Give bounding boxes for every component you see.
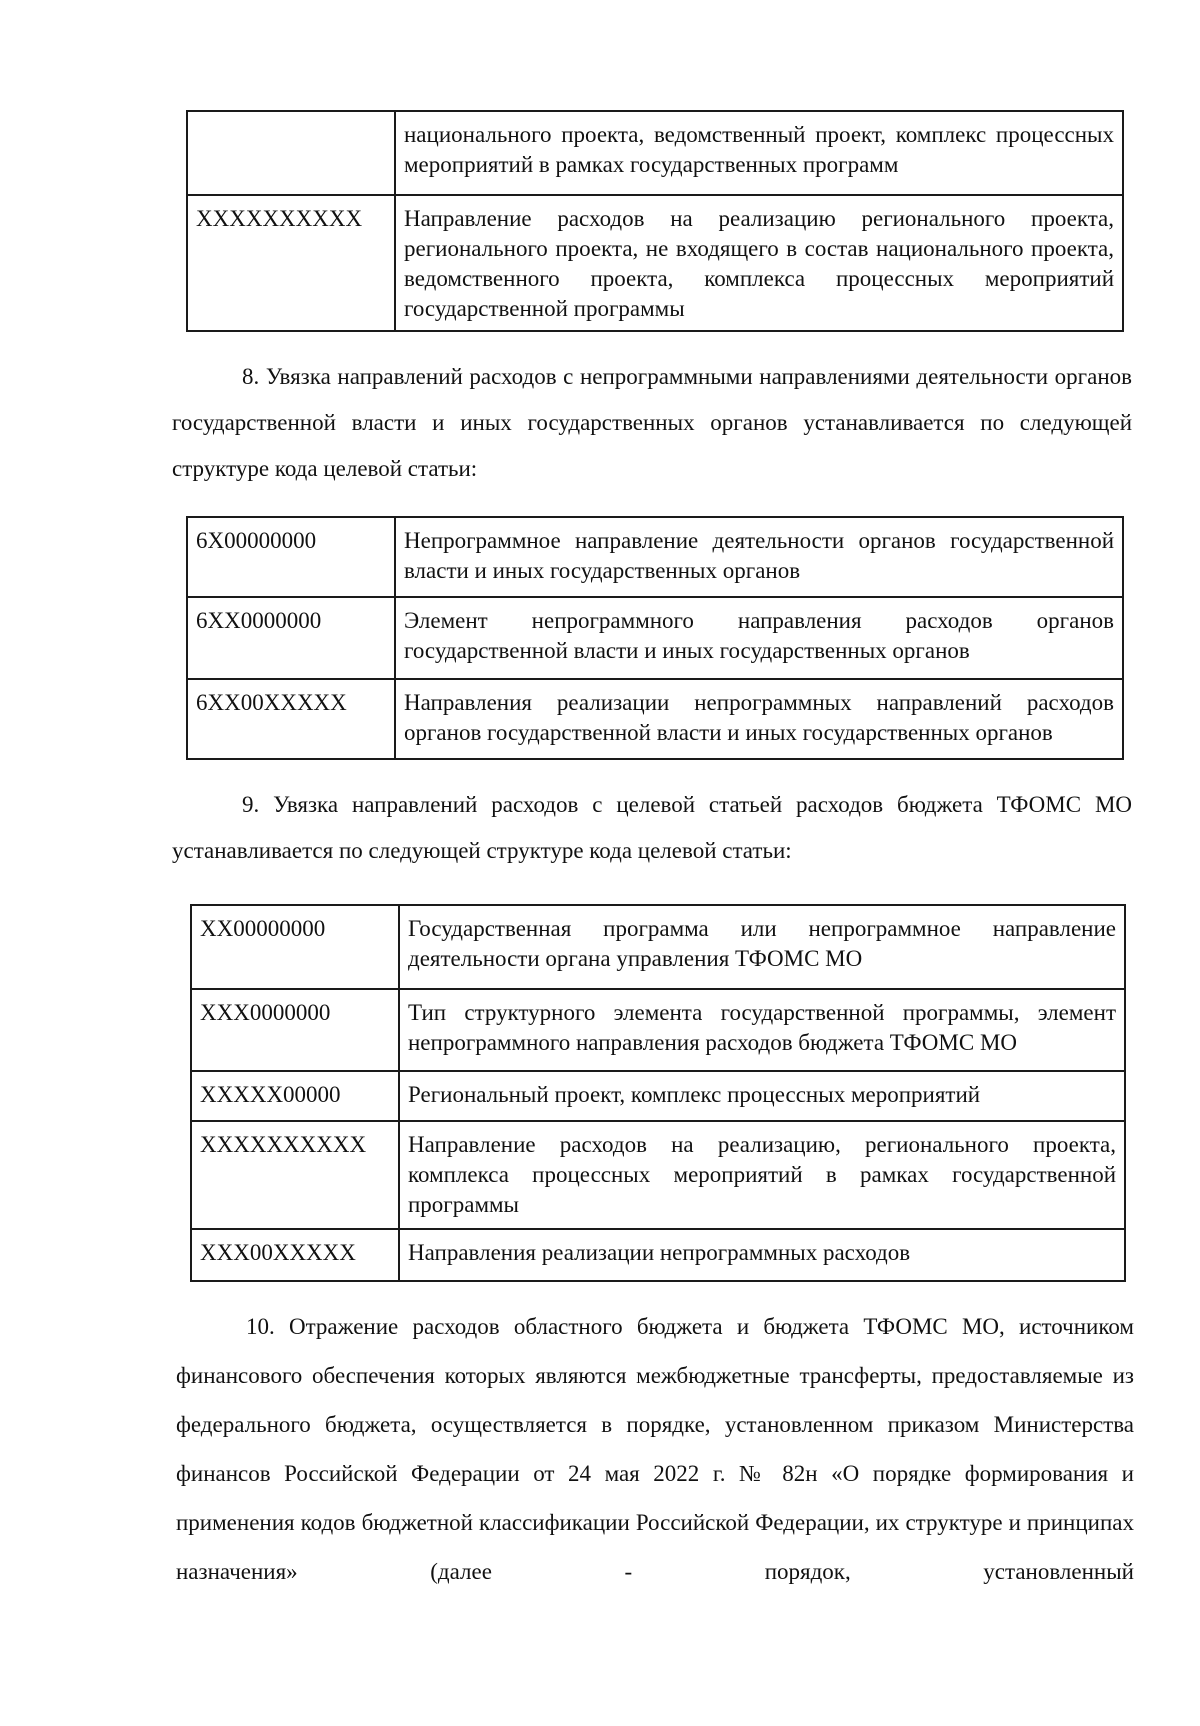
description-cell: Региональный проект, комплекс процессных мероприятий [399,1071,1125,1121]
table-row [191,989,1125,1071]
description-cell: национального проекта, ведомственный проект, комплекс процессных мероприятий в рамках государственных программ [395,111,1123,195]
table-row [191,1121,1125,1229]
table-9 [190,904,1126,1282]
code-cell: XXX0000000 [191,989,399,1071]
description-cell: Непрограммное направление деятельности органов государственной власти и иных государственных органов [395,517,1123,597]
paragraph-8 [172,354,1132,492]
description-cell: Элемент непрограммного направления расходов органов государственной власти и иных государственных органов [395,597,1123,679]
paragraph-9 [172,782,1132,874]
code-cell: XXXXX00000 [191,1071,399,1121]
table-row [191,905,1125,989]
code-cell: 6XX0000000 [187,597,395,679]
description-cell: Направление расходов на реализацию, регионального проекта, комплекса процессных мероприятий в рамках государственной программы [399,1121,1125,1229]
table-row [187,679,1123,759]
code-cell: XXXXXXXXXX [191,1121,399,1229]
table-row [191,1071,1125,1121]
table-row [191,1229,1125,1281]
code-cell: XX00000000 [191,905,399,989]
paragraph-9-text: 9. Увязка направлений расходов с целевой статьей расходов бюджета ТФОМС МО устанавливается по следующей структуре кода целевой статьи: [172,792,1132,863]
description-cell: Направления реализации непрограммных расходов [399,1229,1125,1281]
description-cell: Государственная программа или непрограммное направление деятельности органа управления ТФОМС МО [399,905,1125,989]
table-row [187,597,1123,679]
code-cell [187,111,395,195]
code-cell: 6X00000000 [187,517,395,597]
table-row [187,111,1123,195]
description-cell: Направление расходов на реализацию регионального проекта, регионального проекта, не входящего в состав национального проекта, ведомственного проекта, комплекса процессных мероприятий государственной программы [395,195,1123,331]
table-top [186,110,1124,332]
paragraph-8-text: 8. Увязка направлений расходов с непрограммными направлениями деятельности органов государственной власти и иных государственных органов устанавливается по следующей структуре кода целевой статьи: [172,364,1132,481]
paragraph-10 [176,1302,1134,1596]
code-cell: XXXXXXXXXX [187,195,395,331]
code-cell: XXX00XXXXX [191,1229,399,1281]
code-cell: 6XX00XXXXX [187,679,395,759]
description-cell: Тип структурного элемента государственной программы, элемент непрограммного направления расходов бюджета ТФОМС МО [399,989,1125,1071]
table-row [187,195,1123,331]
table-row [187,517,1123,597]
paragraph-10-text: 10. Отражение расходов областного бюджета и бюджета ТФОМС МО, источником финансового обеспечения которых являются межбюджетные трансферты, предоставляемые из федерального бюджета, осуществляется в порядке, установленном приказом Министерства финансов Российской Федерации от 24 мая 2022 г. № 82н «О порядке формирования и применения кодов бюджетной классификации Российской Федерации, их структуре и принципах назначения» (далее - порядок, установленный [176,1314,1134,1584]
table-8 [186,516,1124,760]
description-cell: Направления реализации непрограммных направлений расходов органов государственной власти и иных государственных органов [395,679,1123,759]
